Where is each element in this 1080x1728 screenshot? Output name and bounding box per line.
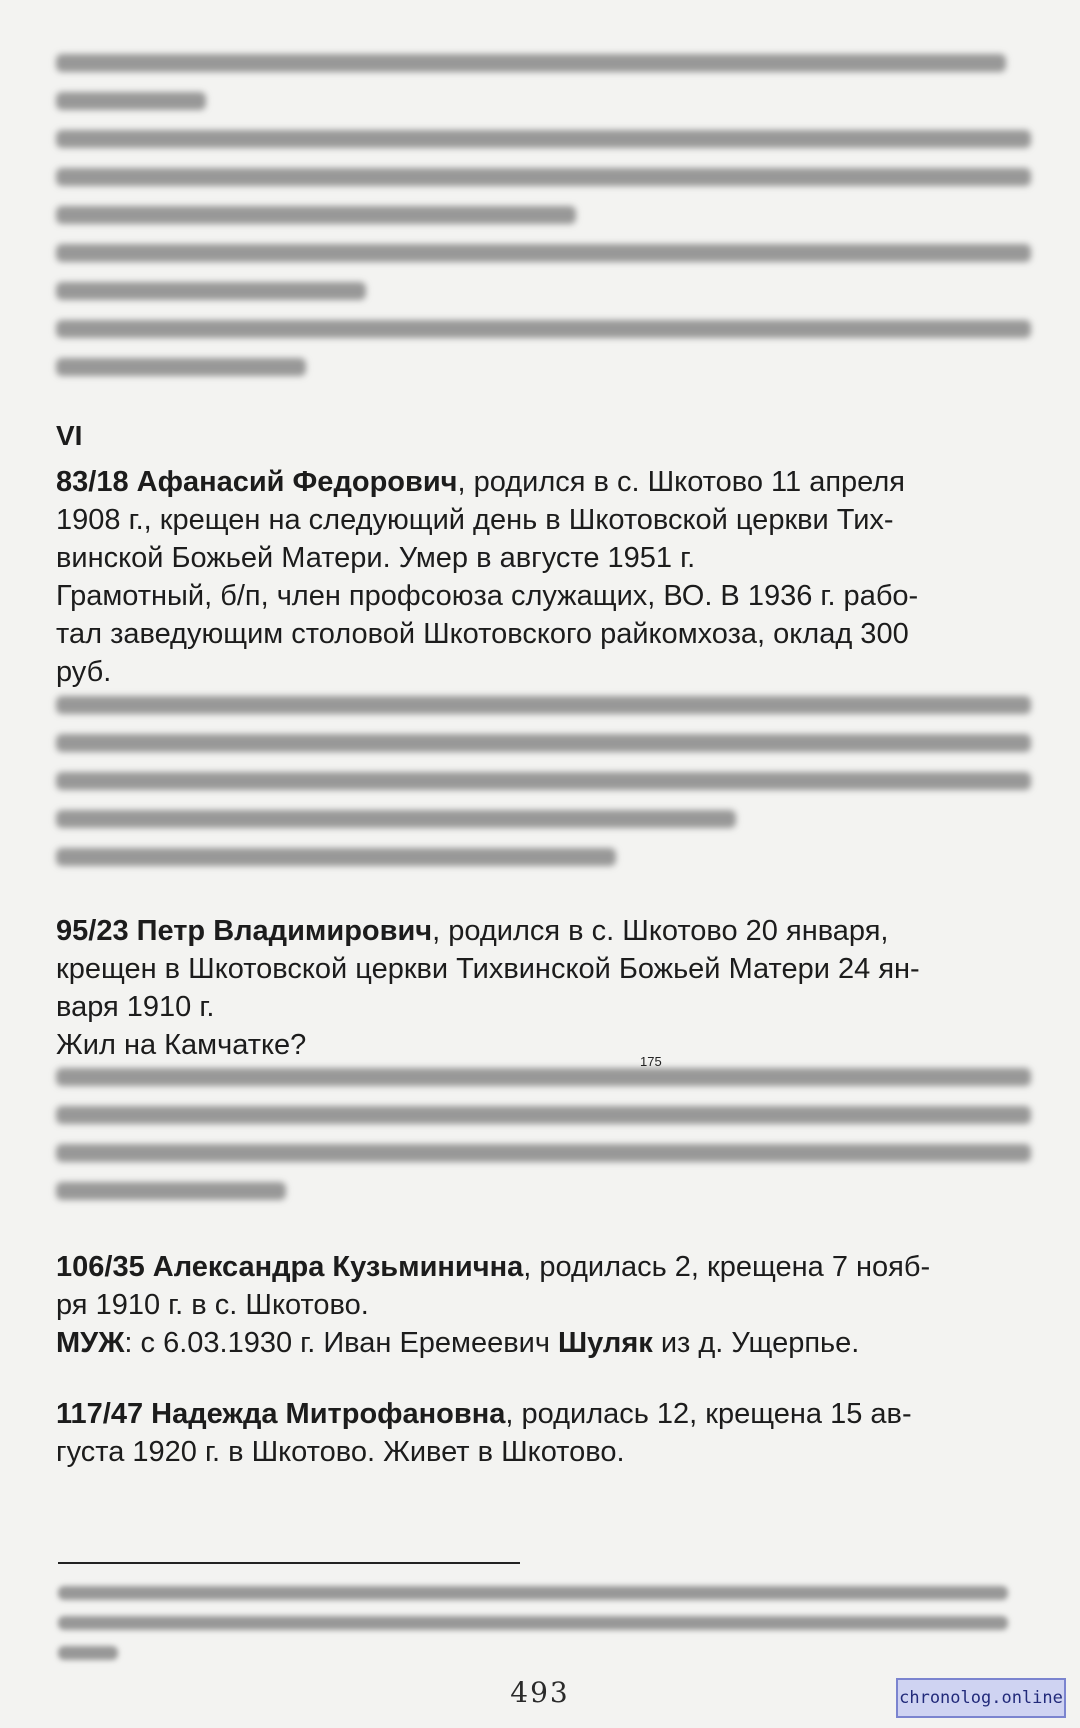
entry-117-47 (56, 1395, 1036, 1471)
section-heading: VI (56, 420, 83, 451)
entry-line: крещен в Шкотовской церкви Тихвинской Божьей Матери 24 ян- (56, 953, 920, 985)
entry-line: ря 1910 г. в с. Шкотово. (56, 1289, 369, 1321)
entry-text: , родился в с. Шкотово 20 января, (432, 915, 889, 947)
entry-name: 95/23 Петр Владимирович (56, 915, 433, 947)
husband-line (56, 1324, 1036, 1362)
entry-text: , родилась 2, крещена 7 нояб- (523, 1251, 931, 1283)
husband-text: : с 6.03.1930 г. Иван Еремеевич (124, 1327, 559, 1359)
entry-line: руб. (56, 656, 112, 688)
entry-name: 106/35 Александра Кузьминична (56, 1251, 524, 1283)
entry-name: 117/47 Надежда Митрофановна (56, 1398, 506, 1430)
entry-83-18 (56, 463, 1036, 691)
entry-106-35 (56, 1248, 1036, 1362)
entry-line: варя 1910 г. (56, 991, 215, 1023)
entry-line: Грамотный, б/п, член профсоюза служащих, ВО. В 1936 г. рабо- (56, 580, 919, 612)
entry-text: , родилась 12, крещена 15 ав- (505, 1398, 912, 1430)
entry-line (56, 1248, 1036, 1286)
entry-name: 83/18 Афанасий Федорович (56, 466, 458, 498)
entry-line: винской Божьей Матери. Умер в августе 1951 г. (56, 542, 696, 574)
husband-surname: Шуляк (558, 1327, 653, 1359)
footnote-divider (58, 1562, 520, 1564)
entry-line: 1908 г., крещен на следующий день в Шкотовской церкви Тих- (56, 504, 894, 536)
entry-line: густа 1920 г. в Шкотово. Живет в Шкотово. (56, 1436, 625, 1468)
blurred-paragraph-top (56, 44, 1031, 386)
blurred-paragraph-wife-2 (56, 1058, 1031, 1210)
entry-line (56, 912, 1036, 950)
footnote-marker: 175 (640, 1054, 662, 1069)
page-number: 493 (510, 1676, 570, 1709)
blurred-footnote (58, 1578, 1018, 1668)
blurred-paragraph-wife-1 (56, 686, 1031, 876)
watermark-badge: chronolog.online (896, 1678, 1066, 1718)
entry-95-23 (56, 912, 1036, 1064)
husband-text: из д. Ущерпье. (652, 1327, 860, 1359)
entry-line (56, 463, 1036, 501)
entry-line: Жил на Камчатке? (56, 1029, 307, 1061)
entry-line (56, 1395, 1036, 1433)
husband-label: МУЖ (56, 1327, 125, 1359)
entry-line: тал заведующим столовой Шкотовского райкомхоза, оклад 300 (56, 618, 909, 650)
entry-text: , родился в с. Шкотово 11 апреля (457, 466, 905, 498)
